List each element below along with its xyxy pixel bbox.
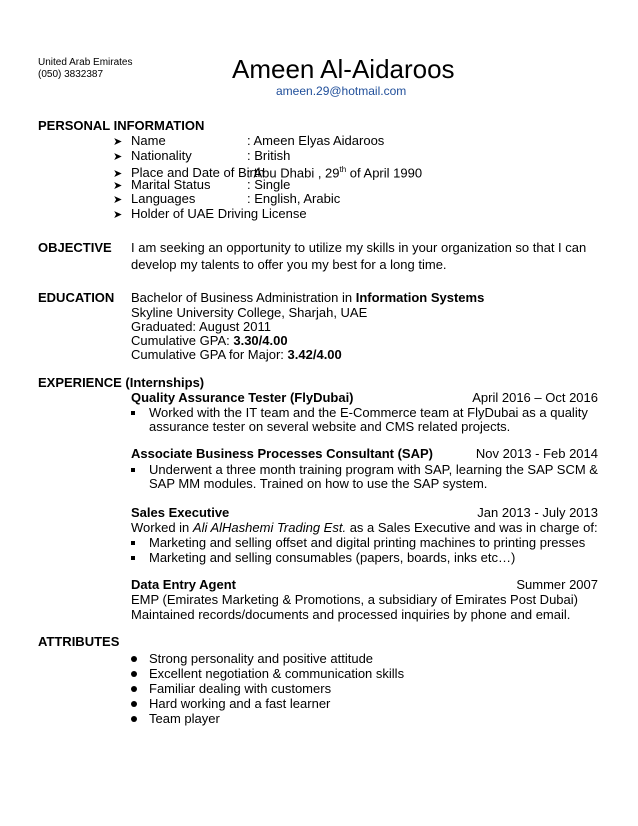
square-bullet-icon	[131, 468, 135, 472]
personal-row: ➤ Holder of UAE Driving License	[113, 206, 307, 221]
job-bullet-continuation: assurance tester on several website and CMS related projects.	[149, 419, 511, 434]
job-title: Associate Business Processes Consultant (SAP)	[131, 446, 433, 461]
arrow-bullet-icon: ➤	[113, 168, 123, 181]
personal-row: ➤ Place and Date of Birth: Abu Dhabi , 29th of April 1990	[113, 165, 423, 181]
attribute-item: Strong personality and positive attitude	[131, 651, 373, 666]
dot-bullet-icon	[131, 686, 137, 692]
objective-text-line: develop my talents to offer you my best for a long time.	[131, 257, 447, 272]
university: Skyline University College, Sharjah, UAE	[131, 305, 368, 320]
attribute-item: Familiar dealing with customers	[131, 681, 331, 696]
job-title: Sales Executive	[131, 505, 230, 520]
arrow-bullet-icon: ➤	[113, 151, 123, 163]
square-bullet-icon	[131, 541, 135, 545]
dot-bullet-icon	[131, 656, 137, 662]
personal-row: ➤ Name : Ameen Elyas Aidaroos	[113, 133, 385, 148]
dot-bullet-icon	[131, 671, 137, 677]
major-gpa: Cumulative GPA for Major: 3.42/4.00	[131, 347, 342, 362]
experience-heading: EXPERIENCE (Internships)	[38, 375, 205, 390]
location: United Arab Emirates	[38, 57, 133, 68]
job-line: Maintained records/documents and processed inquiries by phone and email.	[131, 607, 571, 622]
degree: Bachelor of Business Administration in Information Systems	[131, 290, 485, 305]
arrow-bullet-icon: ➤	[113, 194, 123, 206]
dot-bullet-icon	[131, 701, 137, 707]
job-bullet-continuation: SAP MM modules. Trained on how to use the SAP system.	[149, 476, 488, 491]
candidate-name: Ameen Al-Aidaroos	[232, 54, 455, 84]
job-bullet: Worked with the IT team and the E-Commerce team at FlyDubai as a quality	[131, 405, 588, 420]
email-link[interactable]: ameen.29@hotmail.com	[276, 84, 407, 98]
attribute-item: Excellent negotiation & communication skills	[131, 666, 404, 681]
cumulative-gpa: Cumulative GPA: 3.30/4.00	[131, 333, 288, 348]
job-line: EMP (Emirates Marketing & Promotions, a subsidiary of Emirates Post Dubai)	[131, 592, 578, 607]
graduation-date: Graduated: August 2011	[131, 319, 271, 334]
objective-text-line: I am seeking an opportunity to utilize my skills in your organization so that I can	[131, 240, 587, 255]
dot-bullet-icon	[131, 716, 137, 722]
job-dates: Summer 2007	[516, 577, 598, 592]
personal-row: ➤ Nationality : British	[113, 148, 291, 163]
job-dates: Nov 2013 - Feb 2014	[475, 446, 598, 461]
arrow-bullet-icon: ➤	[113, 136, 123, 148]
attribute-item: Team player	[131, 711, 220, 726]
square-bullet-icon	[131, 411, 135, 415]
attribute-item: Hard working and a fast learner	[131, 696, 330, 711]
personal-info-heading: PERSONAL INFORMATION	[38, 118, 205, 133]
job-bullet: Marketing and selling offset and digital printing machines to printing presses	[131, 535, 585, 550]
personal-row: ➤ Marital Status : Single	[113, 177, 291, 192]
objective-heading: OBJECTIVE	[38, 240, 112, 255]
attributes-heading: ATTRIBUTES	[38, 634, 120, 649]
education-heading: EDUCATION	[38, 290, 115, 305]
job-title: Quality Assurance Tester (FlyDubai)	[131, 390, 354, 405]
personal-row: ➤ Languages : English, Arabic	[113, 191, 341, 206]
job-title: Data Entry Agent	[131, 577, 236, 592]
job-dates: April 2016 – Oct 2016	[472, 390, 598, 405]
phone-number: (050) 3832387	[38, 69, 104, 80]
arrow-bullet-icon: ➤	[113, 209, 123, 221]
job-bullet: Marketing and selling consumables (papers, boards, inks etc…)	[131, 550, 515, 565]
job-bullet: Underwent a three month training program with SAP, learning the SAP SCM &	[131, 462, 598, 477]
job-intro: Worked in Ali AlHashemi Trading Est. as a Sales Executive and was in charge of:	[131, 520, 598, 535]
square-bullet-icon	[131, 556, 135, 560]
job-dates: Jan 2013 - July 2013	[477, 505, 598, 520]
arrow-bullet-icon: ➤	[113, 180, 123, 192]
